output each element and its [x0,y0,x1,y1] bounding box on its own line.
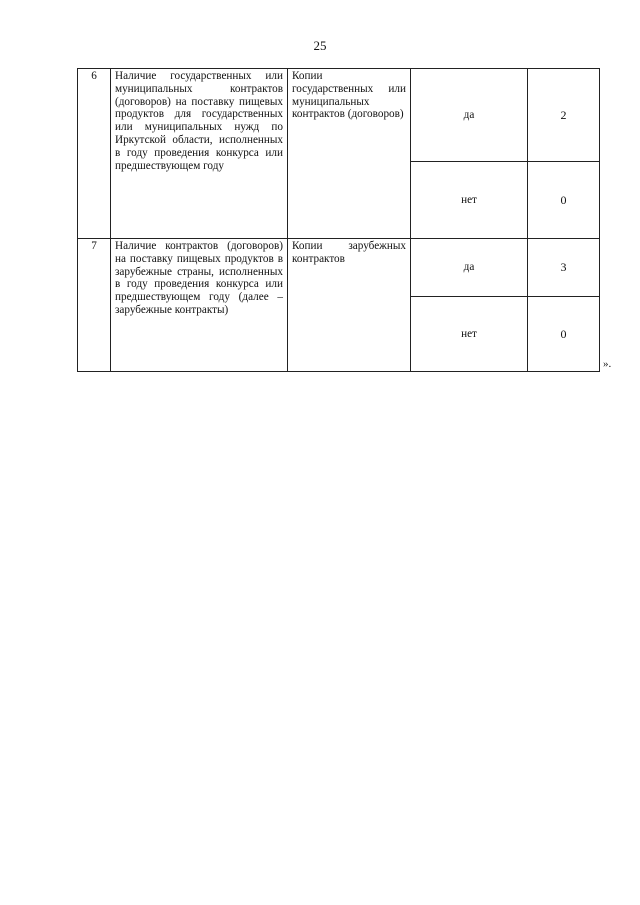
table-row [78,239,600,297]
score-cell: 3 [528,239,600,297]
page-number: 25 [313,38,327,53]
criterion-description: Наличие государственных или муниципальных контрактов (договоров) на поставку пищевых продуктов для государственных или муниципальных нужд по Иркутской области, исполненных в году проведения конкурса или предшествующем году [111,69,288,239]
table-row [78,69,600,162]
answer-cell: нет [411,162,528,239]
answer-cell: нет [411,297,528,372]
closing-quote: ». [603,358,612,370]
answer-cell: да [411,239,528,297]
score-cell: 2 [528,69,600,162]
criteria-table [77,68,600,372]
criterion-description: Наличие контрактов (договоров) на поставку пищевых продуктов в зарубежные страны, исполненных в году проведения конкурса или предшествующем году (далее – зарубежные контракты) [111,239,288,372]
criterion-number: 7 [78,239,111,372]
answer-cell: да [411,69,528,162]
required-documents: Копии государственных или муниципальных контрактов (договоров) [288,69,411,239]
score-cell: 0 [528,297,600,372]
required-documents: Копии зарубежных контрактов [288,239,411,372]
score-cell: 0 [528,162,600,239]
criterion-number: 6 [78,69,111,239]
